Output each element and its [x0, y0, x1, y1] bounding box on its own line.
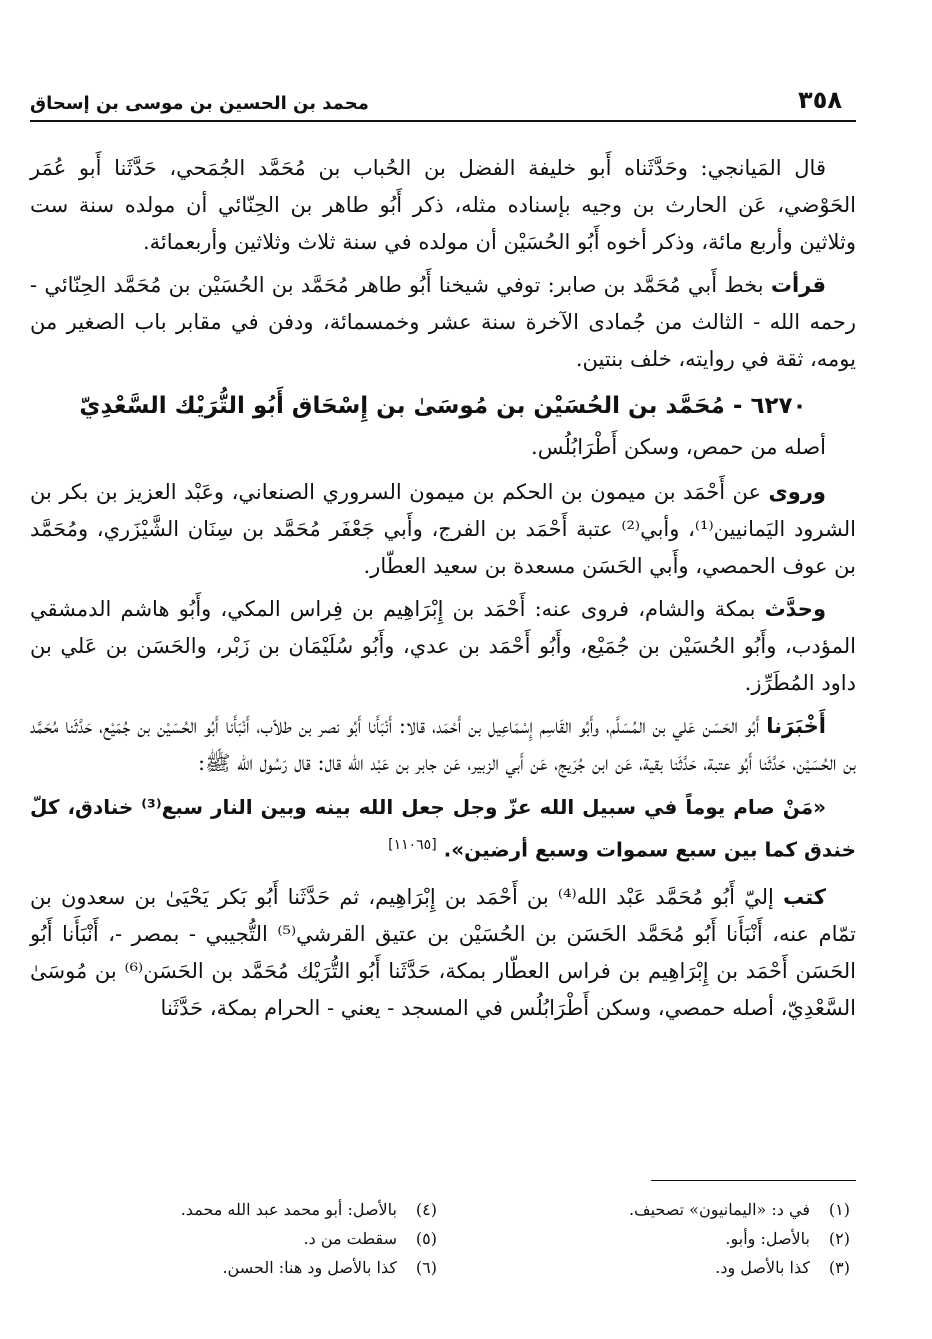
- hadith-body: «مَنْ صام يوماً في سبيل الله عزّ وجل جعل الله بينه وبين النار سبع⁽³⁾ خنادق، كلّ خندق كما بين سبع سموات وسبع أرضين».: [30, 795, 856, 862]
- paragraph-text: بمكة والشام، فروى عنه: أَحْمَد بن إِبْرَاهِيم بن فِراس المكي، وأَبُو هاشم الدمشقي المؤدب، وأَبُو الحُسَيْن بن جُمَيْع، وأَبُو أَحْمَد بن عدي، وأَبُو سُلَيْمَان بن زَبْر، والحَسَن بن عَلي بن داود المُطَرِّز.: [30, 597, 856, 695]
- footnote-item: [30, 1195, 443, 1224]
- footnote-item: [443, 1224, 856, 1253]
- entry-origin: أصله من حمص، وسكن أَطْرَابُلُس.: [531, 435, 826, 459]
- paragraph-akhbarana: [30, 708, 856, 782]
- footnote-text: في د: «اليمانيون» تصحيف.: [628, 1200, 810, 1219]
- hadith-text: [30, 788, 856, 869]
- footnote-number: (٣): [828, 1258, 850, 1277]
- footnote-divider: [651, 1180, 856, 1181]
- page-header: [30, 82, 856, 122]
- paragraph-lead-word: وحدَّث: [764, 597, 826, 621]
- footnote-text: بالأصل: أبو محمد عبد الله محمد.: [180, 1200, 397, 1219]
- paragraph-lead-word: وروى: [768, 480, 826, 504]
- footnote-columns: [30, 1195, 856, 1282]
- footnote-text: كذا بالأصل ود هنا: الحسن.: [222, 1258, 397, 1277]
- footnote-number: (٥): [415, 1229, 437, 1248]
- footnote-item: [443, 1253, 856, 1282]
- footnote-column-left: [30, 1195, 443, 1282]
- paragraph-lead-word: كتب: [783, 884, 827, 909]
- footnote-number: (١): [828, 1200, 850, 1219]
- paragraph-text: عن أَحْمَد بن ميمون بن الحكم بن ميمون السروري الصنعاني، وعَبْد العزيز بن بكر بن الشرود اليَمانيين⁽¹⁾، وأبي⁽²⁾ عتبة أَحْمَد بن الفرج، وأَبي جَعْفَر مُحَمَّد بن سِنَان الشَّيْزَري، ومُحَمَّد بن عوف الحمصي، وأَبي الحَسَن مسعدة بن سعيد العطّار.: [30, 480, 856, 578]
- footnote-number: (٤): [415, 1200, 437, 1219]
- footnote-item: [30, 1224, 443, 1253]
- paragraph-text: أَبُو الحَسَن عَلي بن المُسَلَّم، وأَبُو القَاسِم إِسْمَاعِيل بن أَحْمَد، قالا: أَنْبَأَنا أَبُو نصر بن طلاّب، أَنْبَأَنا أَبُو الحُسَيْن بن جُمَيْع، حَدَّثَنا مُحَمَّد بن الحُسَيْن، حَدَّثَنا أَبُو عتبة، حَدَّثَنا بقية، عَن ابن جُرَيج، عَن أَبي الزبير، عَن جابر بن عَبْد الله قال: قال رَسُول الله ﷺ:: [30, 714, 856, 775]
- running-title: محمد بن الحسين بن موسى بن إسحاق: [30, 93, 369, 114]
- footnote-text: بالأصل: وأبو.: [725, 1229, 810, 1248]
- paragraph-narration: قال المَيانجي: وحَدَّثَناه أَبو خليفة الفضل بن الحُباب بن مُحَمَّد الجُمَحي، حَدَّثَنا أَبو عُمَر الحَوْضي، عَن الحارث بن وجيه بإسناده مثله، ذكر أَبُو طاهر بن الحِنّائي أن مولده سنة ست وثلاثين وأربع مائة، وذكر أخوه أَبُو الحُسَيْن أن مولده في سنة ثلاث وثلاثين وأربعمائة.: [30, 156, 856, 254]
- footnote-text: سقطت من د.: [303, 1229, 397, 1248]
- hadith-reference-number: [١١٠٦٥]: [388, 837, 437, 853]
- footnote-text: كذا بالأصل ود.: [715, 1258, 810, 1277]
- footnote-number: (٢): [828, 1229, 850, 1248]
- book-page: [30, 0, 856, 1339]
- page-number: ٣٥٨: [798, 86, 842, 114]
- footnote-item: [30, 1253, 443, 1282]
- paragraph-qara-tu: [30, 267, 856, 378]
- footnote-number: (٦): [415, 1258, 437, 1277]
- paragraph-lead-word: أَخْبَرَنا: [766, 714, 826, 738]
- footnote-item: [443, 1195, 856, 1224]
- paragraph-rawa: [30, 474, 856, 585]
- footnote-column-right: [443, 1195, 856, 1282]
- paragraph-haddatha: [30, 591, 856, 702]
- paragraph-text: بخط أَبي مُحَمَّد بن صابر: توفي شيخنا أَبُو طاهر مُحَمَّد بن الحُسَيْن بن مُحَمَّد الحِنّائي - رحمه الله - الثالث من جُمادى الآخرة سنة عشر وخمسمائة، ودفن في مقابر باب الصغير من يومه، ثقة في روايته، خلف بنتين.: [30, 273, 856, 371]
- paragraph-kataba: [30, 879, 856, 1027]
- paragraph-lead-word: قرأت: [770, 273, 826, 297]
- entry-heading: ٦٢٧٠ - مُحَمَّد بن الحُسَيْن بن مُوسَىٰ بن إِسْحَاق أَبُو التُّرَيْك السَّعْدِيّ: [79, 393, 807, 419]
- main-text: [30, 150, 856, 1033]
- footnotes: [30, 1180, 856, 1282]
- paragraph-text: إليّ أَبُو مُحَمَّد عَبْد الله⁽⁴⁾ بن أَحْمَد بن إِبْرَاهِيم، ثم حَدَّثَنا أَبُو بَكر يَحْيَىٰ بن سعدون بن تمّام عنه، أَنْبَأَنا أَبُو مُحَمَّد الحَسَن بن الحُسَيْن بن عتيق القرشي⁽⁵⁾ التُّجيبي - بمصر -، أَنْبَأَنا أَبُو الحَسَن أَحْمَد بن إِبْرَاهِيم بن فراس العطّار بمكة، حَدَّثَنا أَبُو التُّرَيْك مُحَمَّد بن الحَسَن⁽⁶⁾ بن مُوسَىٰ السَّعْدِيّ، أصله حمصي، وسكن أَطْرَابُلُس في المسجد - يعني - الحرام بمكة، حَدَّثَنا: [30, 884, 856, 1020]
